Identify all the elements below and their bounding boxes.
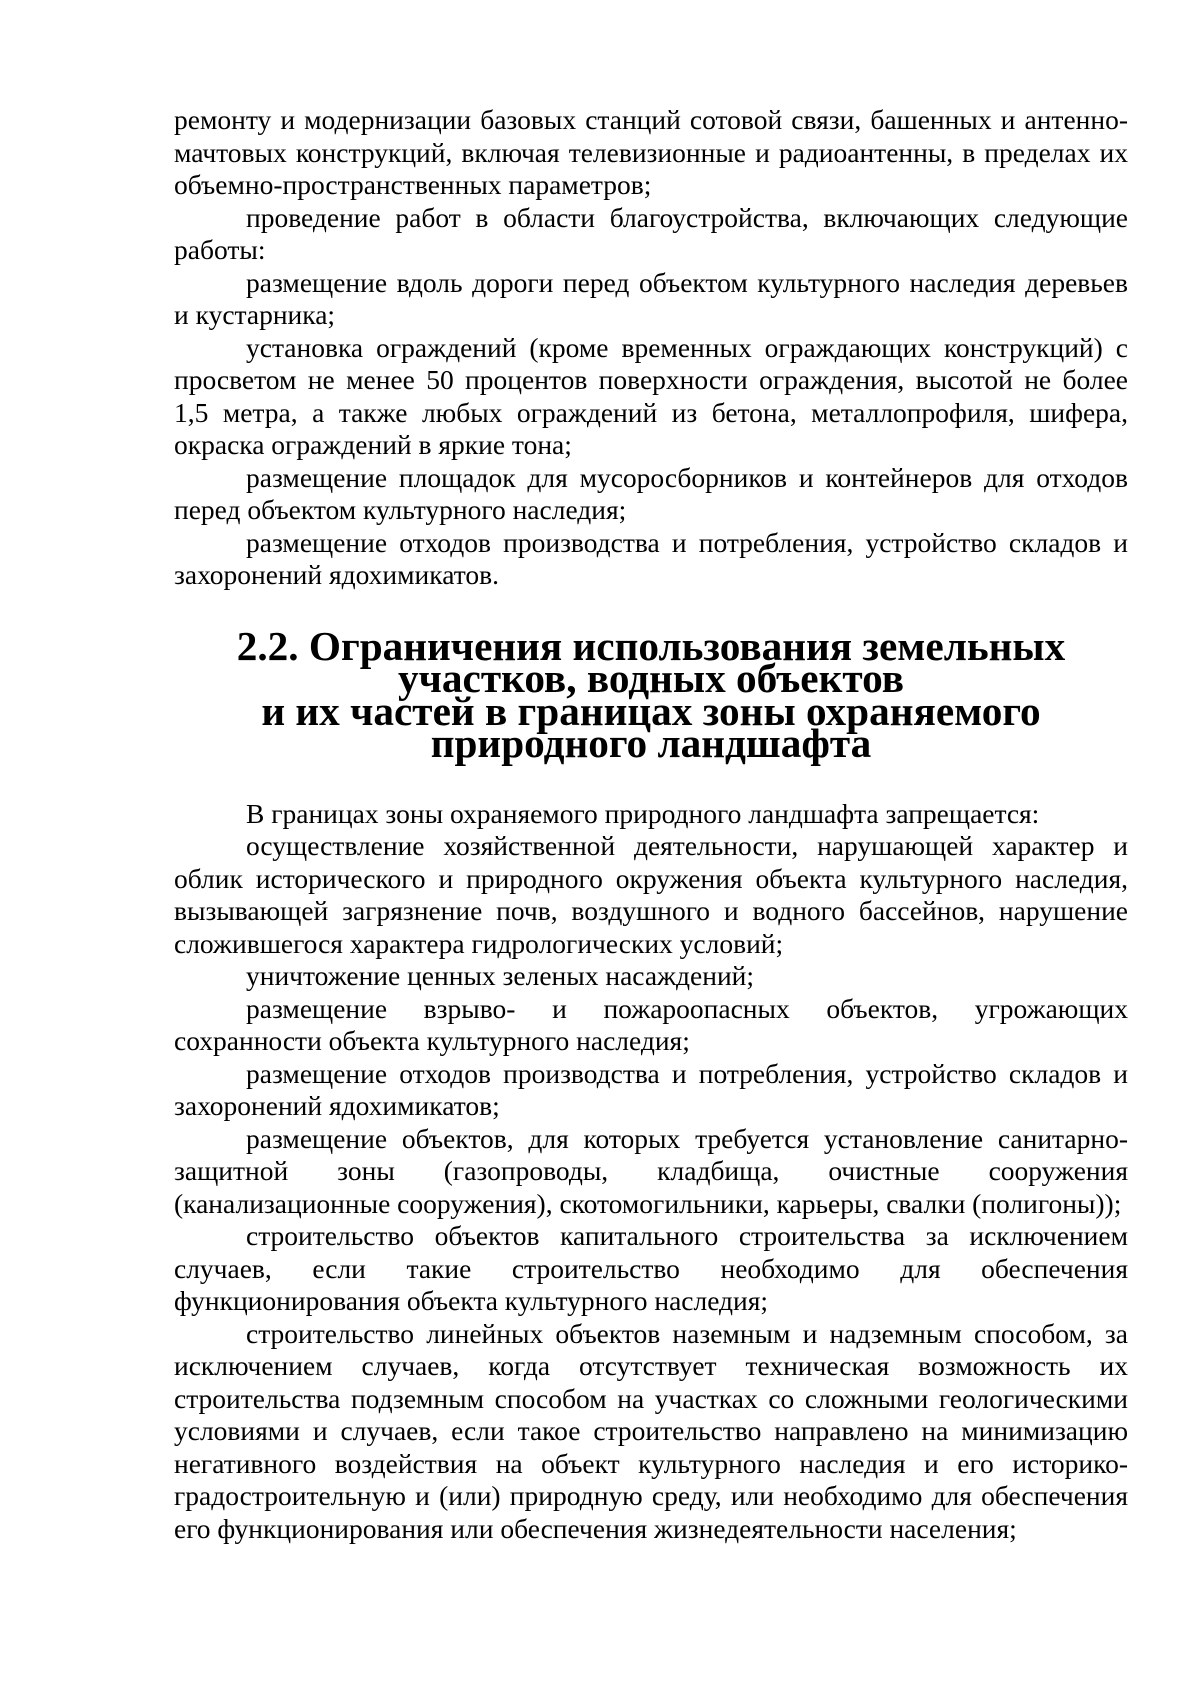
section-heading-line-2: и их частей в границах зоны охраняемого (261, 687, 1041, 734)
section-heading-line-1: 2.2. Ограничения использования земельных участков, водных объектов (236, 622, 1066, 701)
paragraph-fencing: установка ограждений (кроме временных ограждающих конструкций) с просветом не менее 50 процентов поверхности ограждения, высотой не более 1,5 метра, а также любых ограждений из бетона, металлопрофиля, шифера, окраска ограждений в яркие тона; (174, 331, 1128, 460)
paragraph-linear-objects: строительство линейных объектов наземным и надземным способом, за исключением случаев, когда отсутствует техническая возможность их строительства подземным способом на участках со сложными геологическими условиями и случаев, если такое строительство направлено на минимизацию негативного воздействия на объект культурного наследия и его историко-градостроительную и (или) природную среду, или необходимо для обеспечения его функционирования или обеспечения жизнедеятельности населения; (174, 1317, 1128, 1544)
section-heading (174, 622, 1128, 766)
paragraph-waste-storage-2: размещение отходов производства и потребления, устройство складов и захоронений ядохимикатов; (174, 1057, 1128, 1121)
paragraph-capital-construction: строительство объектов капитального строительства за исключением случаев, если такие строительство необходимо для обеспечения функционирования объекта культурного наследия; (174, 1220, 1128, 1316)
paragraph-green-plantings: уничтожение ценных зеленых насаждений; (246, 960, 755, 991)
paragraph-landscaping-works: проведение работ в области благоустройства, включающих следующие работы: (174, 201, 1128, 265)
paragraph-waste-sites: размещение площадок для мусоросборников и контейнеров для отходов перед объектом культурного наследия; (174, 461, 1128, 525)
paragraph-economic-activity: осуществление хозяйственной деятельности, нарушающей характер и облик исторического и природного окружения объекта культурного наследия, вызывающей загрязнение почв, воздушного и водного бассейнов, нарушение сложившегося характера гидрологических условий; (174, 830, 1128, 959)
paragraph-waste-storage: размещение отходов производства и потребления, устройство складов и захоронений ядохимикатов. (174, 526, 1128, 590)
paragraph-prohibited-intro: В границах зоны охраняемого природного ландшафта запрещается: (246, 797, 1040, 829)
paragraph-hazardous-objects: размещение взрыво- и пожароопасных объектов, угрожающих сохранности объекта культурного наследия; (174, 992, 1128, 1056)
paragraph-sanitary-zone: размещение объектов, для которых требуется установление санитарно-защитной зоны (газопроводы, кладбища, очистные сооружения (канализационные сооружения), скотомогильники, карьеры, свалки (полигоны)); (174, 1122, 1128, 1219)
paragraph-trees-placement: размещение вдоль дороги перед объектом культурного наследия деревьев и кустарника; (174, 266, 1128, 330)
paragraph-continuation: ремонту и модернизации базовых станций сотовой связи, башенных и антенно-мачтовых конструкций, включая телевизионные и радиоантенны, в пределах их объемно-пространственных параметров; (174, 104, 1128, 200)
section-heading-line-3: природного ландшафта (430, 720, 872, 766)
document-page (174, 104, 1128, 1545)
